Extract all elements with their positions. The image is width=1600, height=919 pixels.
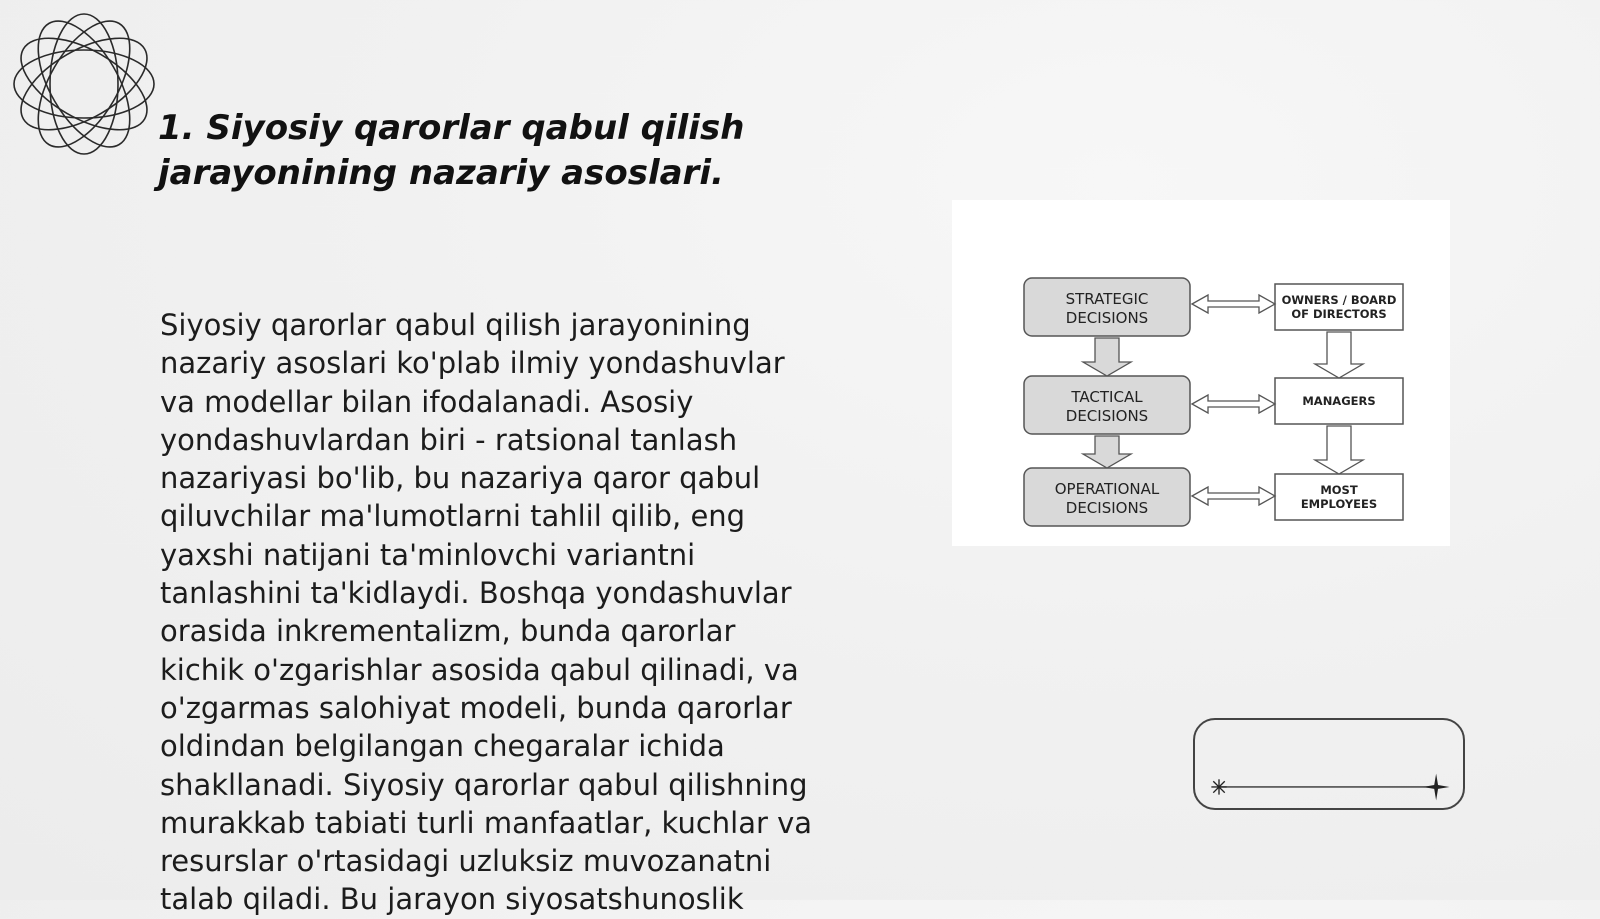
decorative-slider-frame xyxy=(1193,718,1465,810)
slide-title xyxy=(158,106,778,196)
body-line: kichik o'zgarishlar asosida qabul qilinadi, va xyxy=(160,652,799,687)
left-box-label: DECISIONS xyxy=(1065,309,1149,327)
body-line: qiluvchilar ma'lumotlarni tahlil qilib, eng xyxy=(160,499,746,534)
body-line: tanlashini ta'kidlaydi. Boshqa yondashuvlar xyxy=(160,576,792,611)
body-line: resurslar o'rtasidagi uzluksiz muvozanatni xyxy=(160,844,772,879)
burst-star-icon xyxy=(1211,779,1226,794)
down-arrow-left-2 xyxy=(1083,436,1131,468)
left-box-label: DECISIONS xyxy=(1065,499,1149,517)
diagram-canvas xyxy=(952,200,1450,546)
body-line: murakkab tabiati turli manfaatlar, kuchlar va xyxy=(160,805,813,840)
body-line: talab qiladi. Bu jarayon siyosatshunoslik xyxy=(160,882,744,917)
body-line: orasida inkrementalizm, bunda qarorlar xyxy=(160,614,736,649)
right-box-label: MOST xyxy=(1320,483,1358,497)
body-line: yaxshi natijani ta'minlovchi variantni xyxy=(160,537,696,572)
right-box-label: MANAGERS xyxy=(1302,394,1376,408)
body-line: shakllanadi. Siyosiy qarorlar qabul qilishning xyxy=(160,767,808,802)
left-box-label: STRATEGIC xyxy=(1065,290,1149,308)
body-line: yondashuvlardan biri - ratsional tanlash xyxy=(160,422,738,457)
double-arrow-operational-employees xyxy=(1192,487,1275,505)
sparkle-star-icon xyxy=(1423,774,1450,801)
left-box-label: DECISIONS xyxy=(1065,407,1149,425)
down-arrow-right-2 xyxy=(1315,426,1363,474)
body-line: nazariyasi bo'lib, bu nazariya qaror qabul xyxy=(160,461,761,496)
right-box-label: EMPLOYEES xyxy=(1300,497,1378,511)
orbit-ornament-icon xyxy=(10,10,158,158)
down-arrow-left-1 xyxy=(1083,338,1131,376)
double-arrow-strategic-owners xyxy=(1192,295,1275,313)
left-box-label: TACTICAL xyxy=(1071,388,1143,406)
right-box-label: OWNERS / BOARD xyxy=(1281,293,1397,307)
body-line: nazariy asoslari ko'plab ilmiy yondashuvlar xyxy=(160,346,785,381)
body-paragraph xyxy=(160,306,840,919)
down-arrow-right-1 xyxy=(1315,332,1363,378)
left-box-label: OPERATIONAL xyxy=(1054,480,1160,498)
body-line: va modellar bilan ifodalanadi. Asosiy xyxy=(160,384,694,419)
body-line: Siyosiy qarorlar qabul qilish jarayonining xyxy=(160,308,751,342)
title-line: 1. Siyosiy qarorlar qabul qilish xyxy=(158,108,745,148)
body-line: oldindan belgilangan chegaralar ichida xyxy=(160,729,725,764)
body-line: o'zgarmas salohiyat modeli, bunda qarorlar xyxy=(160,690,792,725)
decision-levels-diagram xyxy=(952,200,1450,546)
right-box-label: OF DIRECTORS xyxy=(1291,307,1387,321)
decorative-line xyxy=(1195,720,1463,808)
double-arrow-tactical-managers xyxy=(1192,395,1275,413)
title-line: jarayonining nazariy asoslari. xyxy=(158,153,724,193)
